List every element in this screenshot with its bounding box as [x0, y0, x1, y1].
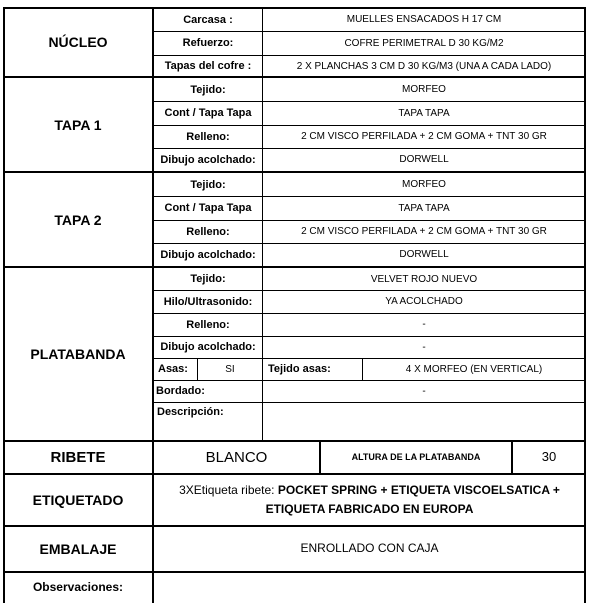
plata-tejido-asas-value: 4 X MORFEO (EN VERTICAL): [405, 363, 543, 375]
etiquetado-line1: [154, 481, 585, 500]
plata-relleno-value: -: [422, 319, 426, 331]
nucleo-refuerzo-value: COFRE PERIMETRAL D 30 KG/M2: [344, 37, 504, 49]
ribete-title: RIBETE: [50, 448, 106, 466]
tapa2-relleno-label: Relleno:: [186, 225, 230, 238]
plata-relleno-label: Relleno:: [186, 318, 230, 331]
tapa2-cont-label: Cont / Tapa Tapa: [164, 202, 252, 215]
tapa2-dibujo-label: Dibujo acolchado:: [160, 248, 256, 261]
etiquetado-bold-line1: POCKET SPRING + ETIQUETA VISCOELSATICA +: [277, 482, 560, 497]
plata-tejido-value: VELVET ROJO NUEVO: [370, 273, 478, 285]
plata-dibujo-value: -: [422, 341, 426, 353]
embalaje-title: EMBALAJE: [39, 540, 117, 557]
plata-asas-label: Asas:: [158, 363, 188, 376]
plata-bordado-label: Bordado:: [156, 385, 205, 398]
plata-hilo-label: Hilo/Ultrasonido:: [163, 295, 253, 308]
nucleo-carcasa-label: Carcasa :: [183, 13, 233, 26]
tapa1-dibujo-label: Dibujo acolchado:: [160, 153, 256, 166]
tapa2-tejido-value: MORFEO: [402, 179, 446, 191]
nucleo-carcasa-value: MUELLES ENSACADOS H 17 CM: [346, 14, 502, 26]
nucleo-tapas-label: Tapas del cofre :: [164, 60, 252, 73]
plata-bordado-value: -: [422, 385, 426, 397]
etiquetado-title: ETIQUETADO: [32, 491, 124, 508]
tapa1-title: TAPA 1: [54, 116, 102, 133]
etiquetado-line2: [154, 500, 585, 519]
plata-descripcion-value: [263, 403, 585, 441]
embalaje-value: ENROLLADO CON CAJA: [300, 541, 439, 556]
tapa1-relleno-label: Relleno:: [186, 130, 230, 143]
nucleo-title: NÚCLEO: [48, 34, 108, 51]
plata-title: PLATABANDA: [30, 346, 126, 363]
tapa2-relleno-value: 2 CM VISCO PERFILADA + 2 CM GOMA + TNT 30 GR: [301, 226, 547, 238]
plata-hilo-value: YA ACOLCHADO: [385, 296, 463, 308]
plata-descripcion-label: Descripción:: [157, 406, 224, 418]
tapa1-tejido-label: Tejido:: [190, 83, 226, 96]
plata-tejido-asas-label: Tejido asas:: [268, 363, 331, 376]
observaciones-title: Observaciones:: [32, 580, 124, 595]
etiquetado-prefix: 3XEtiqueta ribete:: [179, 482, 278, 497]
tapa2-tejido-label: Tejido:: [190, 178, 226, 191]
tapa1-dibujo-value: DORWELL: [399, 154, 449, 166]
tapa1-cont-label: Cont / Tapa Tapa: [164, 107, 252, 120]
ribete-value: BLANCO: [205, 448, 268, 466]
nucleo-tapas-value: 2 X PLANCHAS 3 CM D 30 KG/M3 (UNA A CADA LADO): [296, 60, 552, 72]
plata-dibujo-label: Dibujo acolchado:: [160, 341, 256, 354]
plata-tejido-label: Tejido:: [190, 273, 226, 286]
nucleo-refuerzo-label: Refuerzo:: [182, 37, 234, 50]
tapa2-title: TAPA 2: [54, 211, 102, 228]
tapa2-cont-value: TAPA TAPA: [398, 202, 450, 214]
etiquetado-bold-line2: ETIQUETA FABRICADO EN EUROPA: [265, 501, 474, 516]
tapa1-cont-value: TAPA TAPA: [398, 107, 450, 119]
tapa1-tejido-value: MORFEO: [402, 84, 446, 96]
tapa1-relleno-value: 2 CM VISCO PERFILADA + 2 CM GOMA + TNT 30 GR: [301, 131, 547, 143]
tapa2-dibujo-value: DORWELL: [399, 249, 449, 261]
ribete-altura-value: 30: [541, 449, 557, 465]
ribete-altura-label: ALTURA DE LA PLATABANDA: [351, 452, 481, 463]
plata-asas-value: SI: [225, 363, 235, 375]
